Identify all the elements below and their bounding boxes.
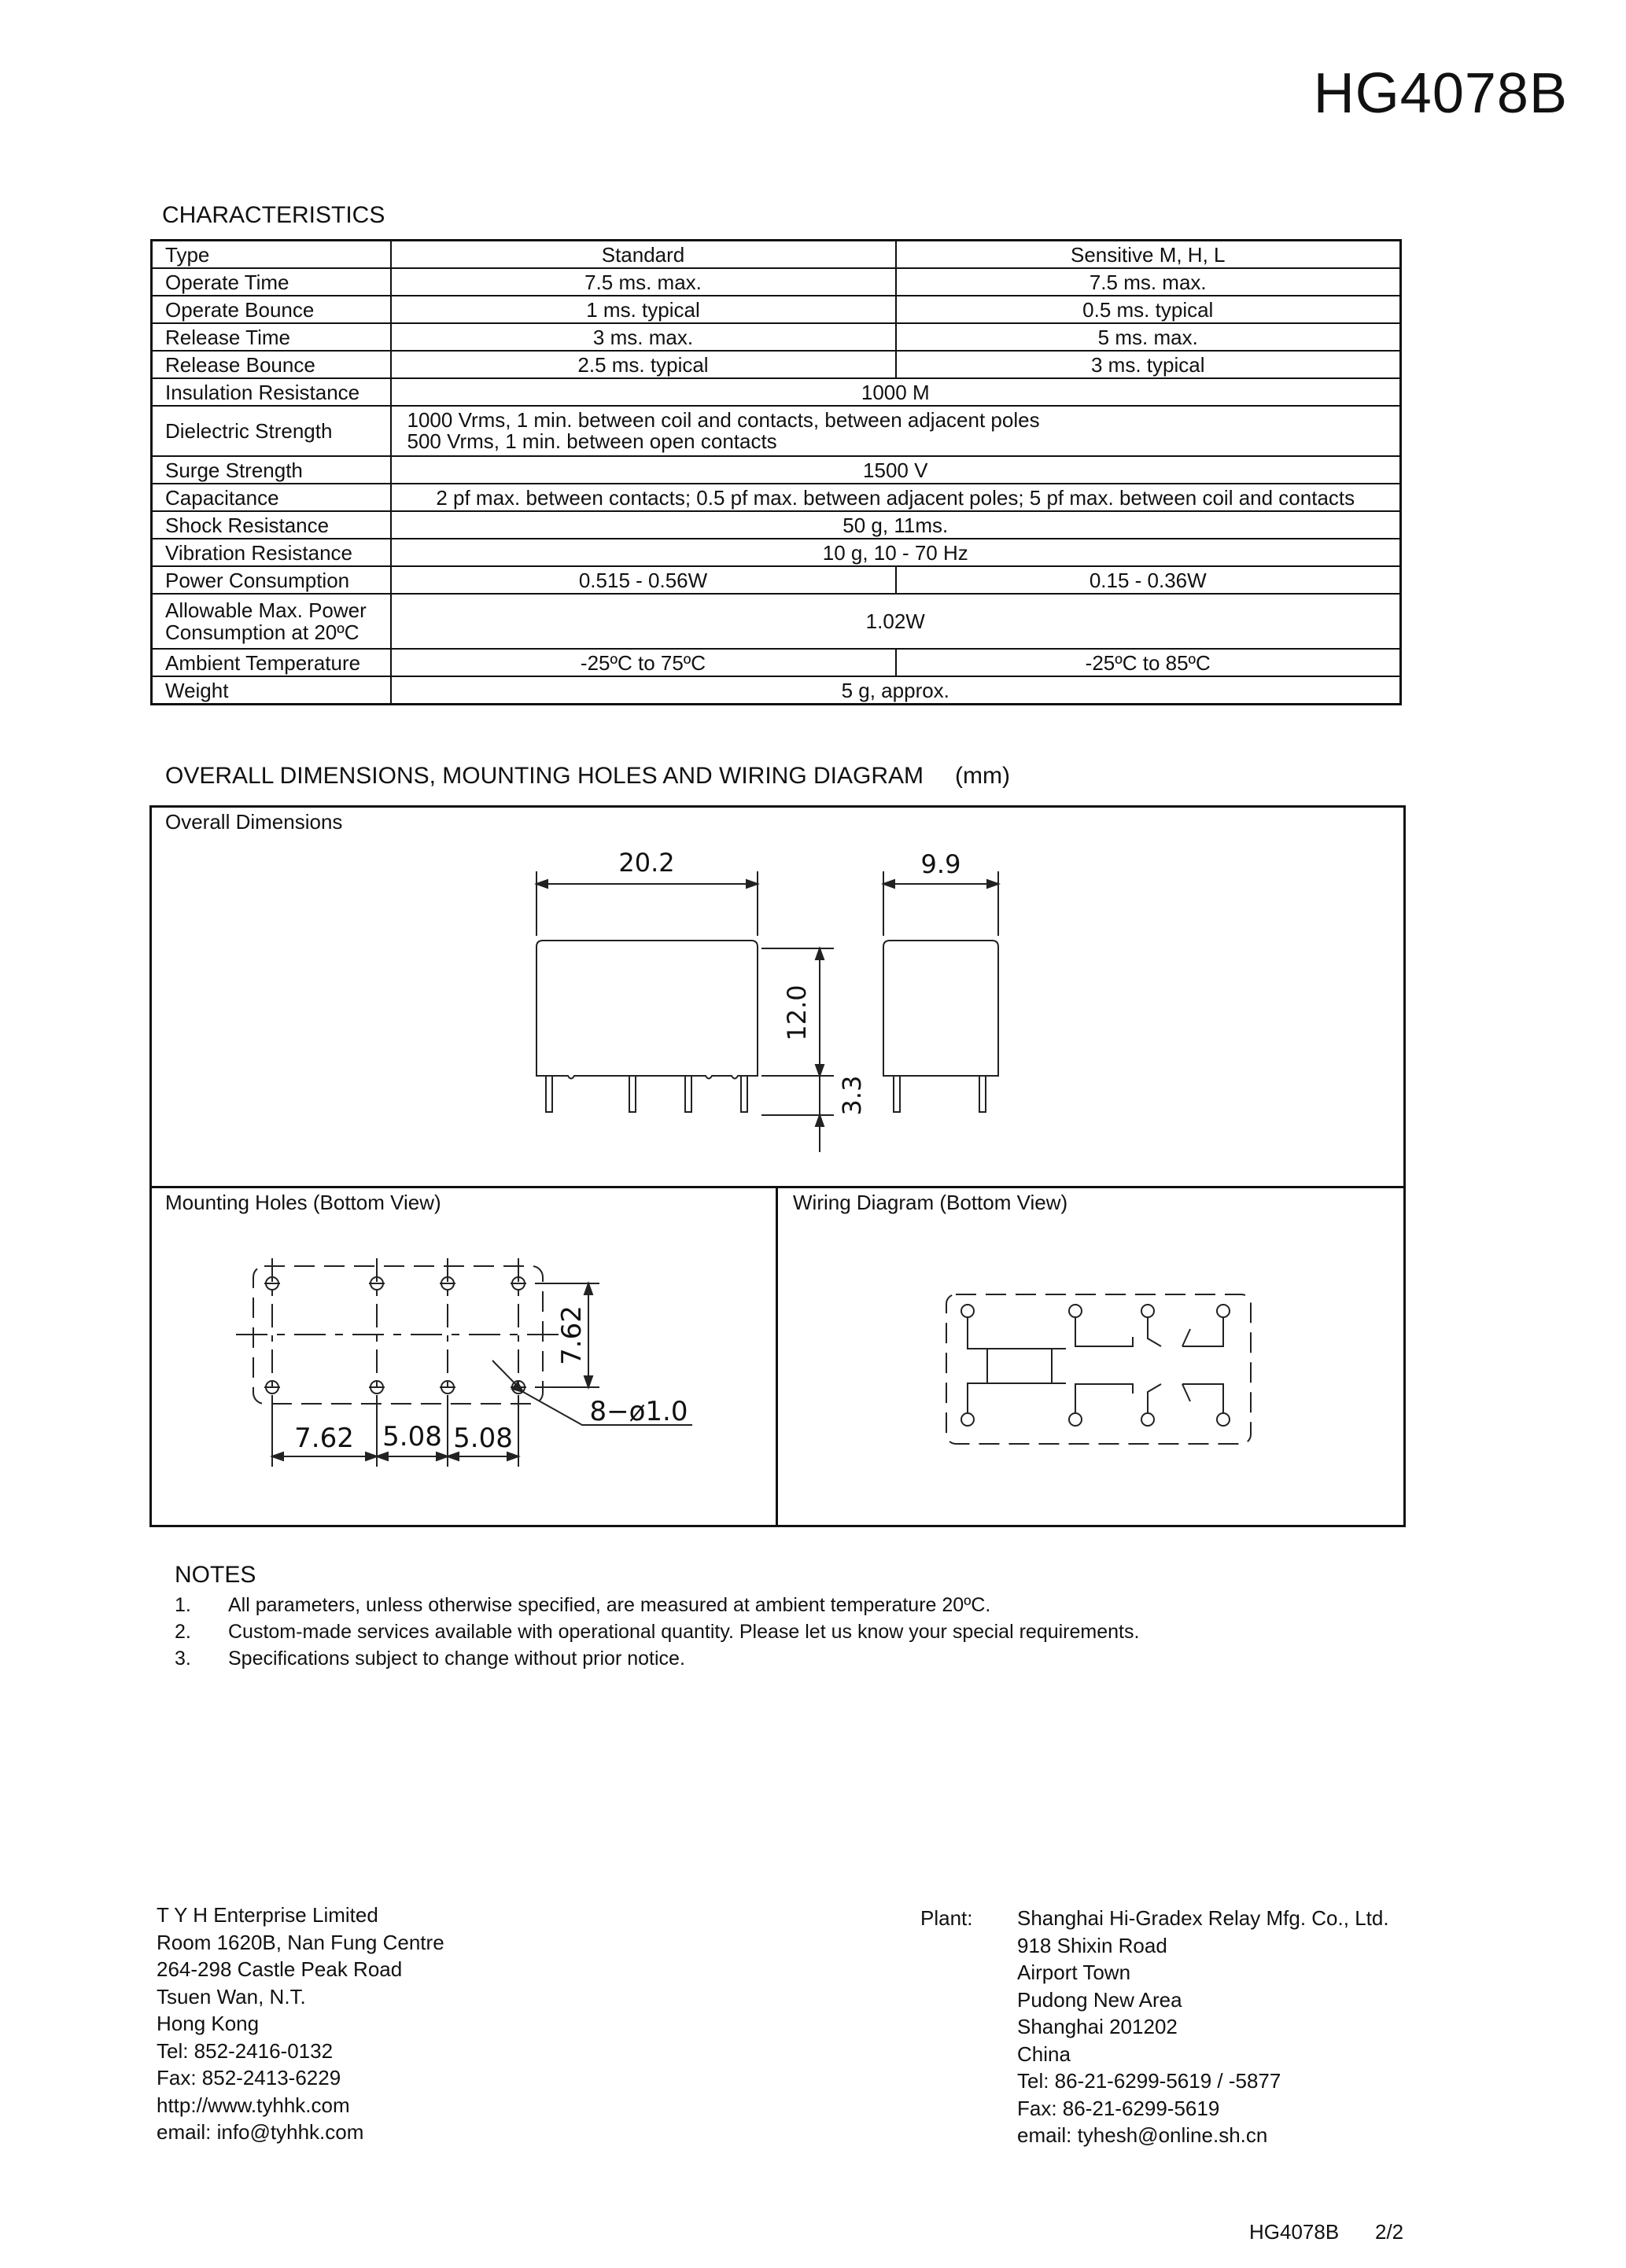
sensitive-value: 5 ms. max. [896, 323, 1401, 351]
row-label: Type [152, 241, 391, 269]
row-label: Release Bounce [152, 351, 391, 378]
address-line: Airport Town [1017, 1961, 1131, 1984]
dimensions-title: OVERALL DIMENSIONS, MOUNTING HOLES AND WIRING DIAGRAM [165, 763, 924, 789]
relay-end-pins [894, 1076, 986, 1112]
width-dimension [883, 871, 998, 936]
overall-dimensions-label: Overall Dimensions [165, 810, 343, 834]
standard-value: 0.515 - 0.56W [391, 566, 896, 594]
notes-title: NOTES [175, 1562, 256, 1588]
note-number: 2. [175, 1621, 191, 1643]
address-line: Shanghai Hi-Gradex Relay Mfg. Co., Ltd. [1017, 1906, 1389, 1930]
width-value: 9.9 [920, 849, 961, 879]
address-line: Tel: 852-2416-0132 [157, 2038, 334, 2063]
row-label: Release Time [152, 323, 391, 351]
address-line: Shanghai 201202 [1017, 2015, 1178, 2038]
height-dimension [761, 948, 834, 1152]
row-label: Weight [152, 676, 391, 705]
mounting-holes-label: Mounting Holes (Bottom View) [165, 1191, 441, 1214]
sensitive-value: 0.15 - 0.36W [896, 566, 1401, 594]
note-text: All parameters, unless otherwise specified, are measured at ambient temperature 20ºC. [228, 1594, 991, 1616]
document-title: HG4078B [1313, 62, 1568, 125]
standard-value: 3 ms. max. [391, 323, 896, 351]
standard-value: 7.5 ms. max. [391, 268, 896, 296]
shared-value: 10 g, 10 - 70 Hz [391, 539, 1401, 566]
address-line: Fax: 852-2413-6229 [157, 2066, 341, 2089]
shared-value: 1000 M [391, 378, 1401, 406]
wiring-diagram-label: Wiring Diagram (Bottom View) [793, 1191, 1068, 1214]
address-line: Pudong New Area [1017, 1987, 1182, 2012]
note-number: 3. [175, 1648, 191, 1670]
row-label: Operate Time [152, 268, 391, 296]
row-label: Surge Strength [152, 456, 391, 484]
pitch-c-value: 5.08 [453, 1423, 513, 1454]
footer-document-code: HG4078B [1249, 2220, 1340, 2244]
relay-side-body [536, 941, 758, 1079]
address-line[interactable]: email: info@tyhhk.com [157, 2120, 364, 2144]
dielectric-line-2: 500 Vrms, 1 min. between open contacts [407, 429, 777, 453]
address-line: China [1017, 2042, 1071, 2066]
row-label-line-1: Allowable Max. Power [165, 598, 367, 622]
dimensions-unit: (mm) [955, 763, 1010, 789]
row-label-line-2: Consumption at 20ºC [165, 620, 359, 644]
height-value: 12.0 [782, 985, 812, 1041]
sensitive-value: 0.5 ms. typical [896, 296, 1401, 323]
shared-value: 1500 V [391, 456, 1401, 484]
address-line: T Y H Enterprise Limited [157, 1903, 378, 1927]
wiring-terminal [961, 1305, 1230, 1426]
contact-switch [1075, 1317, 1223, 1346]
sensitive-value: -25ºC to 85ºC [896, 649, 1401, 676]
length-value: 20.2 [618, 848, 675, 878]
note-text: Specifications subject to change without prior notice. [228, 1648, 685, 1670]
row-label: Capacitance [152, 484, 391, 511]
pin-length-value: 3.3 [837, 1075, 867, 1116]
plant-label: Plant: [920, 1906, 973, 1930]
row-label: Dielectric Strength [152, 406, 391, 456]
sensitive-value: Sensitive M, H, L [896, 241, 1401, 269]
note-number: 1. [175, 1594, 191, 1616]
pitch-b-value: 5.08 [382, 1421, 442, 1452]
address-line[interactable]: http://www.tyhhk.com [157, 2093, 350, 2117]
address-line[interactable]: email: tyhesh@online.sh.cn [1017, 2123, 1268, 2147]
pitch-a-value: 7.62 [294, 1423, 354, 1454]
row-label: Shock Resistance [152, 511, 391, 539]
row-spacing-value: 7.62 [556, 1305, 588, 1365]
relay-end-body [883, 941, 998, 1076]
address-line: Tsuen Wan, N.T. [157, 1984, 306, 2008]
hole-spec-value: 8−ø1.0 [589, 1396, 688, 1427]
standard-value: 1 ms. typical [391, 296, 896, 323]
row-label: Vibration Resistance [152, 539, 391, 566]
standard-value: -25ºC to 75ºC [391, 649, 896, 676]
dielectric-line-1: 1000 Vrms, 1 min. between coil and contacts, between adjacent poles [407, 408, 1040, 432]
shared-value: 50 g, 11ms. [391, 511, 1401, 539]
standard-value: Standard [391, 241, 896, 269]
coil-symbol [987, 1349, 1052, 1383]
relay-side-pins [546, 1076, 747, 1112]
row-label: Power Consumption [152, 566, 391, 594]
plant-address [1017, 1905, 1389, 2149]
row-label: Ambient Temperature [152, 649, 391, 676]
row-label: Insulation Resistance [152, 378, 391, 406]
sensitive-value: 7.5 ms. max. [896, 268, 1401, 296]
characteristics-title: CHARACTERISTICS [162, 202, 385, 228]
address-line: 918 Shixin Road [1017, 1933, 1167, 1957]
company-address [157, 1902, 444, 2146]
wiring-diagram-drawing [946, 1294, 1251, 1444]
address-line: Room 1620B, Nan Fung Centre [157, 1930, 444, 1954]
shared-value: 1.02W [391, 594, 1401, 649]
address-line: Hong Kong [157, 2012, 260, 2035]
note-text: Custom-made services available with operational quantity. Please let us know your special requirements. [228, 1621, 1140, 1643]
sensitive-value: 3 ms. typical [896, 351, 1401, 378]
address-line: 264-298 Castle Peak Road [157, 1957, 403, 1981]
length-dimension [536, 871, 758, 936]
footer-page-number: 2/2 [1375, 2220, 1404, 2244]
address-line: Tel: 86-21-6299-5619 / -5877 [1017, 2069, 1281, 2093]
row-label: Operate Bounce [152, 296, 391, 323]
shared-value: 5 g, approx. [391, 676, 1401, 705]
address-line: Fax: 86-21-6299-5619 [1017, 2096, 1220, 2120]
contact-switch [1075, 1384, 1223, 1413]
shared-value: 2 pf max. between contacts; 0.5 pf max. between adjacent poles; 5 pf max. between coil and contacts [391, 484, 1401, 511]
standard-value: 2.5 ms. typical [391, 351, 896, 378]
